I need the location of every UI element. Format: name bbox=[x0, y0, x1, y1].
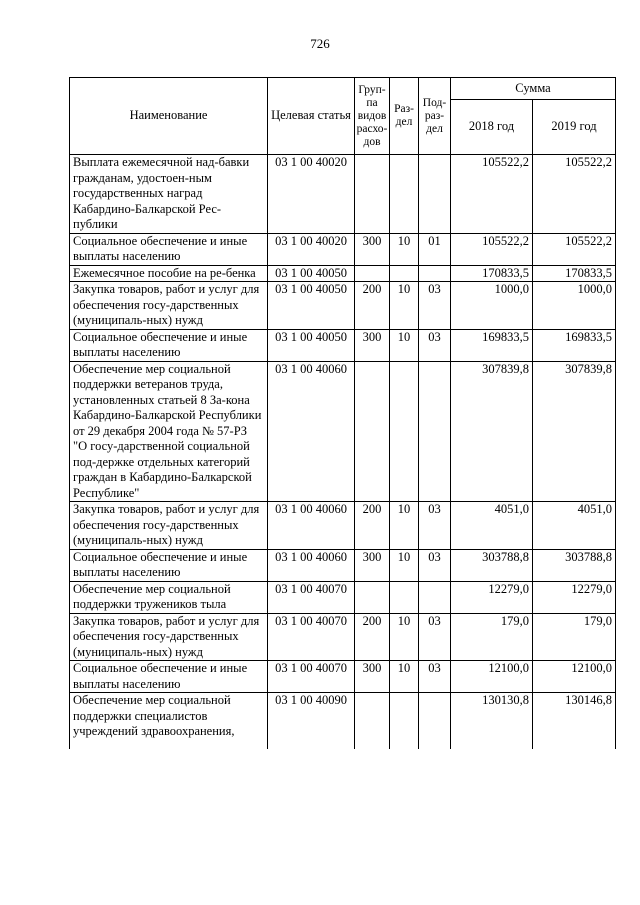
row-group: 200 bbox=[355, 502, 390, 550]
row-section bbox=[390, 361, 419, 502]
row-subsection: 03 bbox=[419, 502, 451, 550]
row-sum-2018: 105522,2 bbox=[451, 233, 533, 265]
row-target-code: 03 1 00 40070 bbox=[268, 661, 355, 693]
row-subsection bbox=[419, 581, 451, 613]
row-section: 10 bbox=[390, 613, 419, 661]
row-target-code: 03 1 00 40090 bbox=[268, 693, 355, 750]
row-sum-2019: 179,0 bbox=[533, 613, 616, 661]
row-sum-2018: 169833,5 bbox=[451, 329, 533, 361]
row-target-code: 03 1 00 40060 bbox=[268, 502, 355, 550]
table-row bbox=[70, 613, 616, 661]
table-row bbox=[70, 502, 616, 550]
table-row bbox=[70, 233, 616, 265]
row-group: 300 bbox=[355, 233, 390, 265]
row-name: Социальное обеспечение и иные выплаты населению bbox=[70, 661, 268, 693]
row-sum-2019: 303788,8 bbox=[533, 549, 616, 581]
row-sum-2018: 303788,8 bbox=[451, 549, 533, 581]
row-subsection: 03 bbox=[419, 613, 451, 661]
row-section bbox=[390, 693, 419, 750]
row-target-code: 03 1 00 40070 bbox=[268, 613, 355, 661]
row-group: 300 bbox=[355, 549, 390, 581]
row-sum-2019: 4051,0 bbox=[533, 502, 616, 550]
row-sum-2019: 169833,5 bbox=[533, 329, 616, 361]
page-number: 726 bbox=[310, 36, 330, 51]
header-subsection: Под-раз-дел bbox=[419, 78, 451, 155]
row-sum-2018: 307839,8 bbox=[451, 361, 533, 502]
table-row bbox=[70, 282, 616, 330]
row-group bbox=[355, 581, 390, 613]
row-target-code: 03 1 00 40050 bbox=[268, 329, 355, 361]
row-name: Социальное обеспечение и иные выплаты населению bbox=[70, 549, 268, 581]
budget-table bbox=[69, 77, 616, 749]
table-row bbox=[70, 329, 616, 361]
row-subsection: 01 bbox=[419, 233, 451, 265]
header-year-2018: 2018 год bbox=[451, 100, 533, 155]
table-row bbox=[70, 549, 616, 581]
row-section: 10 bbox=[390, 282, 419, 330]
row-target-code: 03 1 00 40020 bbox=[268, 233, 355, 265]
table-row bbox=[70, 581, 616, 613]
row-subsection bbox=[419, 155, 451, 234]
row-sum-2018: 179,0 bbox=[451, 613, 533, 661]
row-subsection bbox=[419, 693, 451, 750]
row-target-code: 03 1 00 40020 bbox=[268, 155, 355, 234]
row-target-code: 03 1 00 40060 bbox=[268, 549, 355, 581]
row-group bbox=[355, 265, 390, 282]
row-target-code: 03 1 00 40070 bbox=[268, 581, 355, 613]
row-sum-2018: 130130,8 bbox=[451, 693, 533, 750]
row-section: 10 bbox=[390, 233, 419, 265]
row-name: Обеспечение мер социальной поддержки ветеранов труда, установленных статьей 8 За-кона Кабардино-Балкарской Республики от 29 декабря 2004 года № 57-РЗ "О госу-дарственной социальной под-держке отдельных категорий граждан в Кабардино-Балкарской Республике" bbox=[70, 361, 268, 502]
row-group: 300 bbox=[355, 661, 390, 693]
row-name: Обеспечение мер социальной поддержки тружеников тыла bbox=[70, 581, 268, 613]
table-row bbox=[70, 265, 616, 282]
row-name: Закупка товаров, работ и услуг для обеспечения госу-дарственных (муниципаль-ных) нужд bbox=[70, 613, 268, 661]
row-sum-2018: 1000,0 bbox=[451, 282, 533, 330]
row-sum-2019: 1000,0 bbox=[533, 282, 616, 330]
row-sum-2019: 105522,2 bbox=[533, 233, 616, 265]
row-sum-2018: 105522,2 bbox=[451, 155, 533, 234]
row-group bbox=[355, 693, 390, 750]
row-group: 200 bbox=[355, 282, 390, 330]
row-sum-2018: 4051,0 bbox=[451, 502, 533, 550]
row-section: 10 bbox=[390, 502, 419, 550]
row-group: 200 bbox=[355, 613, 390, 661]
table-row bbox=[70, 361, 616, 502]
header-target: Целевая статья bbox=[268, 78, 355, 155]
row-sum-2019: 130146,8 bbox=[533, 693, 616, 750]
header-group: Груп-па видов расхо-дов bbox=[355, 78, 390, 155]
row-name: Закупка товаров, работ и услуг для обеспечения госу-дарственных (муниципаль-ных) нужд bbox=[70, 502, 268, 550]
header-sum: Сумма bbox=[451, 78, 616, 100]
row-group bbox=[355, 155, 390, 234]
row-name: Социальное обеспечение и иные выплаты населению bbox=[70, 329, 268, 361]
header-name: Наименование bbox=[70, 78, 268, 155]
row-sum-2018: 12279,0 bbox=[451, 581, 533, 613]
row-sum-2019: 307839,8 bbox=[533, 361, 616, 502]
row-subsection: 03 bbox=[419, 549, 451, 581]
header-section: Раз-дел bbox=[390, 78, 419, 155]
row-section bbox=[390, 265, 419, 282]
row-sum-2018: 12100,0 bbox=[451, 661, 533, 693]
row-section bbox=[390, 581, 419, 613]
row-name: Социальное обеспечение и иные выплаты населению bbox=[70, 233, 268, 265]
header-year-2019: 2019 год bbox=[533, 100, 616, 155]
row-target-code: 03 1 00 40050 bbox=[268, 265, 355, 282]
row-sum-2019: 12279,0 bbox=[533, 581, 616, 613]
row-name: Закупка товаров, работ и услуг для обеспечения госу-дарственных (муниципаль-ных) нужд bbox=[70, 282, 268, 330]
table-row bbox=[70, 693, 616, 750]
table-body bbox=[70, 155, 616, 750]
row-section: 10 bbox=[390, 549, 419, 581]
row-subsection: 03 bbox=[419, 661, 451, 693]
row-sum-2018: 170833,5 bbox=[451, 265, 533, 282]
row-section: 10 bbox=[390, 661, 419, 693]
row-sum-2019: 170833,5 bbox=[533, 265, 616, 282]
table-row bbox=[70, 155, 616, 234]
row-name: Выплата ежемесячной над-бавки гражданам, удостоен-ным государственных наград Кабардино-Балкарской Рес-публики bbox=[70, 155, 268, 234]
table-row bbox=[70, 661, 616, 693]
row-subsection: 03 bbox=[419, 282, 451, 330]
row-target-code: 03 1 00 40050 bbox=[268, 282, 355, 330]
row-group: 300 bbox=[355, 329, 390, 361]
row-sum-2019: 105522,2 bbox=[533, 155, 616, 234]
row-group bbox=[355, 361, 390, 502]
row-sum-2019: 12100,0 bbox=[533, 661, 616, 693]
row-name: Ежемесячное пособие на ре-бенка bbox=[70, 265, 268, 282]
row-section: 10 bbox=[390, 329, 419, 361]
row-subsection: 03 bbox=[419, 329, 451, 361]
row-subsection bbox=[419, 361, 451, 502]
row-target-code: 03 1 00 40060 bbox=[268, 361, 355, 502]
row-name: Обеспечение мер социальной поддержки специалистов учреждений здравоохранения, bbox=[70, 693, 268, 750]
row-subsection bbox=[419, 265, 451, 282]
row-section bbox=[390, 155, 419, 234]
